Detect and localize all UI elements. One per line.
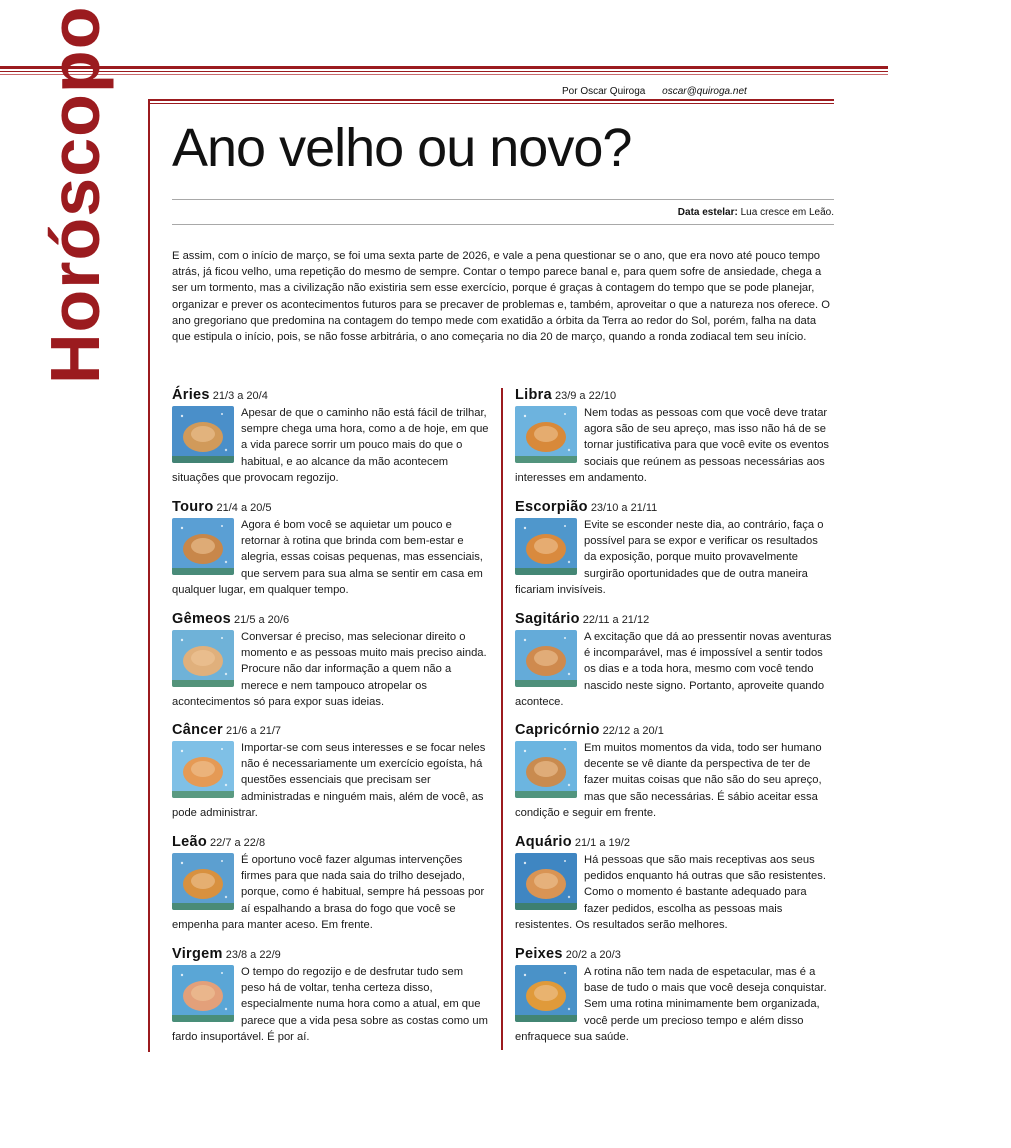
sign-header	[172, 497, 490, 517]
sign-block	[172, 497, 490, 598]
headline-rule-top	[172, 199, 834, 200]
sign-text-wrap	[172, 517, 490, 598]
sign-header	[515, 720, 833, 740]
sign-header	[172, 720, 490, 740]
sign-name: Escorpião	[515, 499, 588, 515]
sign-dates: 21/1 a 19/2	[574, 837, 630, 849]
sign-dates: 22/12 a 20/1	[602, 725, 664, 737]
sign-dates: 21/4 a 20/5	[216, 502, 272, 514]
sign-text: É oportuno você fazer algumas intervenções firmes para que nada saia do trilho desejado, porque, como é habitual, sempre há pessoas por aí espalhando a brasa do fogo que você se empenha para manter aceso. Em frente.	[172, 854, 485, 931]
sign-text: A excitação que dá ao pressentir novas aventuras é incomparável, mas é impossível a sentir todos os dias e a toda hora, mesmo com você tendo nascido neste signo. Portanto, aproveite quando acontece.	[515, 631, 832, 708]
sign-block	[515, 497, 833, 598]
sign-dates: 21/6 a 21/7	[225, 725, 282, 737]
sign-block	[515, 385, 833, 486]
sign-name: Capricórnio	[515, 722, 600, 738]
sign-text-wrap	[172, 740, 490, 821]
sign-text: Apesar de que o caminho não está fácil de trilhar, sempre chega uma hora, como a de hoje, em que a vida parece sorrir um pouco mais do que o habitual, e ao alcance da mão acontecem situações que provocam regozijo.	[172, 407, 489, 484]
capricorn-goat-illustration	[515, 741, 577, 798]
sign-dates: 23/9 a 22/10	[554, 390, 617, 402]
sign-text: Evite se esconder neste dia, ao contrário, faça o possível para se expor e verificar os resultados da exposição, porque muito provavelmente surgirão oportunidades que de outra maneira ficariam invisíveis.	[515, 519, 824, 596]
byline-email: oscar@quiroga.net	[662, 86, 747, 97]
sign-block	[515, 944, 833, 1045]
data-estelar-text: Lua cresce em Leão.	[737, 207, 834, 218]
sign-text-wrap	[515, 740, 833, 821]
headline-rule-bottom	[172, 224, 834, 225]
data-estelar	[678, 207, 834, 218]
sign-header	[172, 832, 490, 852]
frame-top-rule	[148, 99, 834, 101]
masthead-rule-light	[0, 74, 888, 75]
sign-block	[515, 720, 833, 821]
sign-name: Touro	[172, 499, 214, 515]
sign-text-wrap	[515, 852, 833, 933]
sign-text: A rotina não tem nada de espetacular, mas é a base de tudo o mais que você deseja conquistar. Sem uma rotina minimamente bem organizada, você perde um precioso tempo e além disso enfraquece sua saúde.	[515, 966, 827, 1043]
cancer-crab-illustration	[172, 741, 234, 798]
sign-name: Libra	[515, 387, 552, 403]
sign-header	[172, 385, 490, 405]
sign-text: Nem todas as pessoas com que você deve tratar agora são de seu apreço, mas isso não há de se tornar justificativa para que você evite os eventos sociais que reúnem as pessoas necessárias aos interesses em andamento.	[515, 407, 830, 484]
sign-header	[515, 609, 833, 629]
sign-header	[172, 944, 490, 964]
sign-block	[172, 609, 490, 710]
sign-text-wrap	[172, 964, 490, 1045]
intro-paragraph: E assim, com o início de março, se foi uma sexta parte de 2026, e vale a pena questionar se o ano, que era novo até pouco tempo atrás, já ficou velho, uma repetição do mesmo de sempre. Contar o tempo parece banal e, para quem sofre de ansiedade, chega a ser um tormento, mas a civilização não existiria sem esse exercício, porque é graças à contagem do tempo que se pode planejar, organizar e prever os acontecimentos futuros para se precaver de problemas e, também, aproveitar o que a natureza nos oferece. O ano gregoriano que predomina na contagem do tempo mede com exatidão a órbita da Terra ao redor do Sol, porém, falha na data que estipula o início, pois, se não fosse arbitrária, o ano começaria no dia 20 de março, quando a ronda zodiacal tem seu início.	[172, 250, 830, 344]
sagittarius-centaur-illustration	[515, 630, 577, 687]
sign-name: Peixes	[515, 946, 563, 962]
sign-dates: 21/3 a 20/4	[212, 390, 268, 402]
sign-text-wrap	[515, 629, 833, 710]
sign-text-wrap	[172, 629, 490, 710]
sign-name: Áries	[172, 387, 210, 403]
sign-text-wrap	[172, 405, 490, 486]
masthead-rule	[0, 66, 888, 69]
sign-text: O tempo do regozijo e de desfrutar tudo sem peso há de voltar, tenha certeza disso, especialmente numa hora como a atual, em que parece que a vida pesa sobre as costas como um fardo insuportável. É por aí.	[172, 966, 488, 1043]
sign-block	[172, 720, 490, 821]
leo-lion-illustration	[172, 853, 234, 910]
sign-dates: 23/8 a 22/9	[225, 949, 281, 961]
sign-dates: 22/11 a 21/12	[582, 614, 650, 626]
sign-block	[515, 832, 833, 933]
sign-name: Virgem	[172, 946, 223, 962]
sign-header	[515, 944, 833, 964]
sign-text: Conversar é preciso, mas selecionar direito o momento e as pessoas muito mais preciso ainda. Procure não dar informação a quem não a merece e nem tampouco atropelar os acontecimentos só para expor suas ideias.	[172, 631, 487, 708]
sign-text: Agora é bom você se aquietar um pouco e retornar à rotina que brinda com bem-estar e alegria, essas coisas pequenas, mas essenciais, que servem para sua alma se sentir em casa em qualquer lugar, em qualquer tempo.	[172, 519, 483, 596]
sign-block	[172, 944, 490, 1045]
scorpio-scorpion-illustration	[515, 518, 577, 575]
page-headline: Ano velho ou novo?	[172, 118, 632, 178]
sign-dates: 22/7 a 22/8	[210, 837, 266, 849]
sign-text: Em muitos momentos da vida, todo ser humano decente se vê diante da perspectiva de ter de fazer muitas coisas que não são do seu apreço, mas que são necessárias. É sábio aceitar essa condição e seguir em frente.	[515, 742, 822, 819]
sign-dates: 21/5 a 20/6	[234, 614, 290, 626]
sign-name: Sagitário	[515, 611, 580, 627]
sign-dates: 23/10 a 21/11	[590, 502, 658, 514]
frame-top-rule-thin	[148, 103, 834, 104]
sign-block	[172, 832, 490, 933]
sign-header	[172, 609, 490, 629]
byline-author: Por Oscar Quiroga	[562, 86, 646, 97]
sign-name: Câncer	[172, 722, 223, 738]
sign-text: Importar-se com seus interesses e se focar neles não é necessariamente um exercício egoísta, há questões essenciais que precisam ser administradas e ninguém mais, além de você, as pode administrar.	[172, 742, 486, 819]
data-estelar-label: Data estelar:	[677, 207, 738, 218]
taurus-bull-illustration	[172, 518, 234, 575]
sign-header	[515, 385, 833, 405]
sign-dates: 20/2 a 20/3	[565, 949, 621, 961]
byline	[562, 86, 747, 97]
sign-text: Há pessoas que são mais receptivas aos seus pedidos enquanto há outras que são resistentes. Como o momento é bastante adequado para fazer pedidos, escolha as pessoas mais resistentes. Os resultados serão melhores.	[515, 854, 826, 931]
sign-block	[515, 609, 833, 710]
sign-text-wrap	[172, 852, 490, 933]
sign-header	[515, 832, 833, 852]
aquarius-water-bearer-illustration	[515, 853, 577, 910]
column-divider	[501, 388, 503, 1050]
sign-name: Gêmeos	[172, 611, 232, 627]
libra-scales-illustration	[515, 406, 577, 463]
sign-text-wrap	[515, 517, 833, 598]
pisces-fish-illustration	[515, 965, 577, 1022]
sign-header	[515, 497, 833, 517]
sign-name: Aquário	[515, 834, 572, 850]
sign-text-wrap	[515, 405, 833, 486]
sign-text-wrap	[515, 964, 833, 1045]
aries-ram-illustration	[172, 406, 234, 463]
masthead-rule-thin	[0, 71, 888, 72]
frame-left-rule	[148, 99, 150, 1052]
sign-name: Leão	[172, 834, 208, 850]
section-title: Horóscopo	[36, 5, 114, 384]
virgo-maiden-illustration	[172, 965, 234, 1022]
sign-block	[172, 385, 490, 486]
gemini-twins-illustration	[172, 630, 234, 687]
